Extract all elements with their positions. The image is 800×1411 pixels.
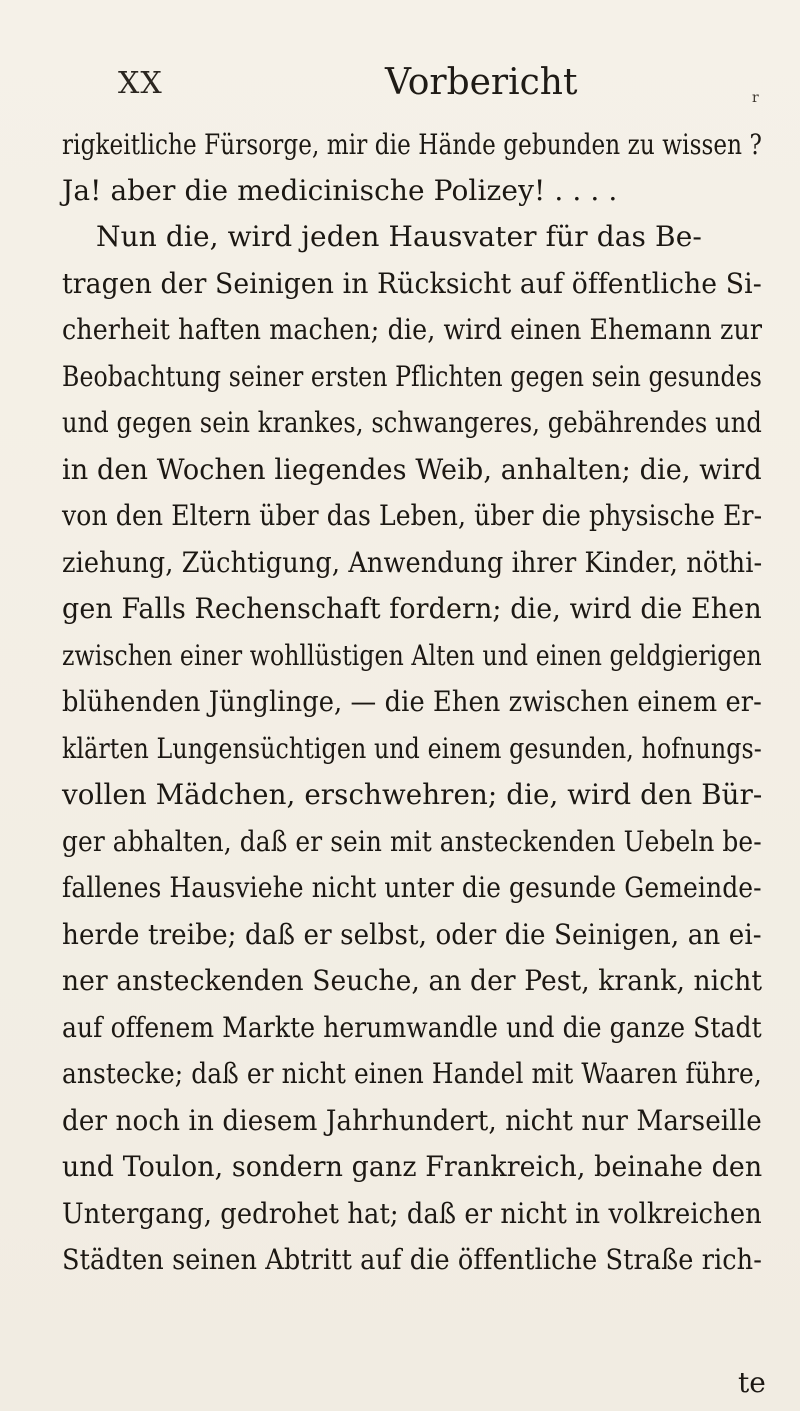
text-line: ger abhalten, daß er sein mit ansteckenden Uebeln be- — [62, 825, 762, 858]
text-line: zwischen einer wohllüstigen Alten und einen geldgierigen — [62, 639, 762, 672]
text-line: Ja! aber die medicinische Polizey! . . . . — [62, 174, 618, 207]
text-line: von den Eltern über das Leben, über die physische Er- — [62, 499, 763, 532]
text-line: Städten seinen Abtritt auf die öffentliche Straße rich- — [62, 1243, 762, 1276]
text-line: fallenes Hausviehe nicht unter die gesunde Gemeinde- — [62, 871, 762, 904]
text-line: in den Wochen liegendes Weib, anhalten; die, wird — [62, 453, 762, 486]
page-number: XX — [118, 66, 163, 101]
text-line: blühenden Jünglinge, — die Ehen zwischen einem er- — [62, 685, 762, 718]
text-line: rigkeitliche Fürsorge, mir die Hände gebunden zu wissen ? — [62, 128, 763, 161]
text-line: Beobachtung seiner ersten Pflichten gegen sein gesundes — [62, 360, 762, 393]
text-line: herde treibe; daß er selbst, oder die Seinigen, an ei- — [62, 918, 762, 951]
text-line: und Toulon, sondern ganz Frankreich, beinahe den — [62, 1150, 763, 1183]
text-line: ziehung, Züchtigung, Anwendung ihrer Kinder, nöthi- — [62, 546, 763, 579]
text-line: Untergang, gedrohet hat; daß er nicht in volkreichen — [62, 1197, 762, 1230]
text-line: vollen Mädchen, erschwehren; die, wird den Bür- — [62, 778, 763, 811]
text-line: der noch in diesem Jahrhundert, nicht nur Marseille — [62, 1104, 762, 1137]
text-line: tragen der Seinigen in Rücksicht auf öffentliche Si- — [62, 267, 762, 300]
page-header — [0, 62, 800, 122]
text-line: klärten Lungensüchtigen und einem gesunden, hofnungs- — [62, 732, 762, 765]
catchword: te — [738, 1366, 766, 1399]
text-line: und gegen sein krankes, schwangeres, gebährendes und — [62, 406, 762, 439]
text-line: cherheit haften machen; die, wird einen Ehemann zur — [62, 313, 763, 346]
printer-mark: r — [752, 90, 759, 106]
text-line: anstecke; daß er nicht einen Handel mit Waaren führe, — [62, 1057, 762, 1090]
text-line: gen Falls Rechenschaft fordern; die, wird die Ehen — [62, 592, 762, 625]
text-line: auf offenem Markte herumwandle und die ganze Stadt — [62, 1011, 762, 1044]
text-line: Nun die, wird jeden Hausvater für das Be- — [96, 220, 702, 253]
running-title: Vorbericht — [385, 62, 578, 103]
text-line: ner ansteckenden Seuche, an der Pest, krank, nicht — [62, 964, 763, 997]
